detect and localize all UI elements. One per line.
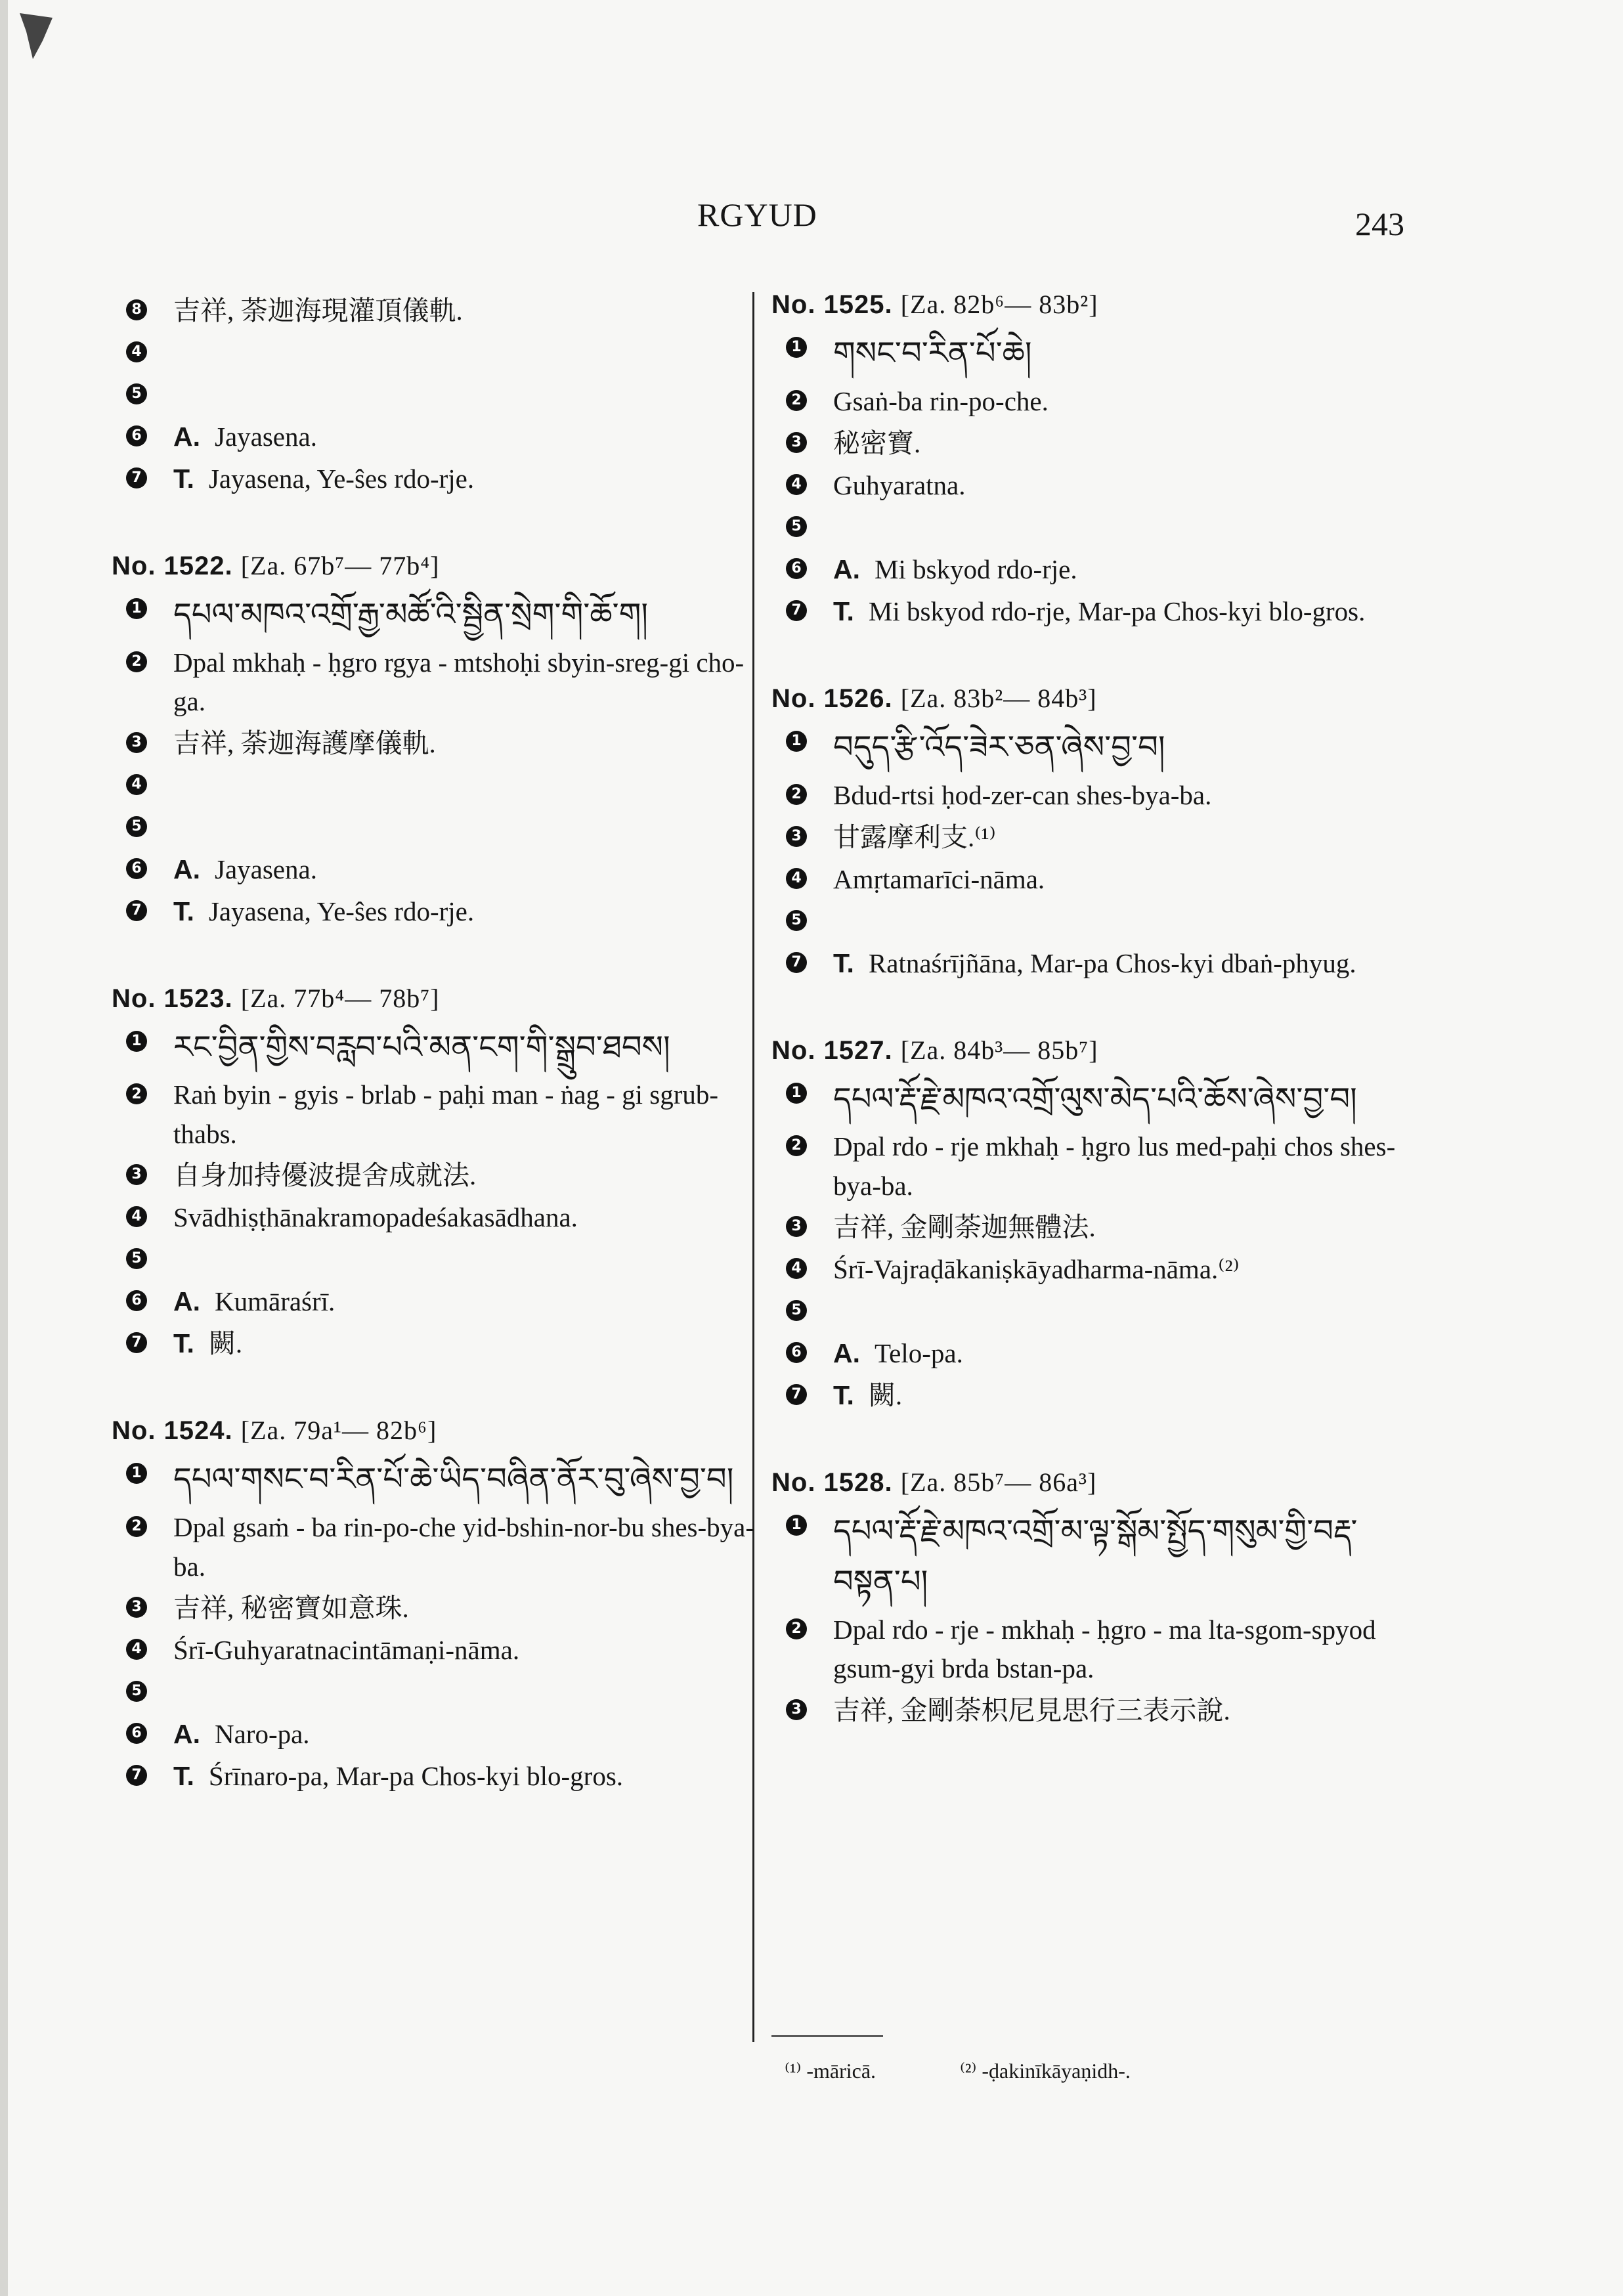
catalog-entry <box>771 1035 1415 1416</box>
field-number-badge: 2 <box>126 1083 147 1104</box>
right-column <box>771 289 1415 1782</box>
field-label: T. <box>833 947 854 978</box>
tibetan-title <box>833 329 1415 379</box>
field-number-badge: 3 <box>786 1699 807 1720</box>
field-label: A. <box>833 553 860 584</box>
field-row <box>771 1334 1415 1374</box>
catalog-entry <box>771 289 1415 632</box>
field-number-badge: 3 <box>126 732 147 753</box>
folio-reference: [Za. 67b⁷— 77b⁴] <box>240 551 440 580</box>
field-number-badge: 1 <box>786 337 807 358</box>
field-label: A. <box>173 1286 200 1317</box>
field-row <box>112 1631 755 1670</box>
field-text <box>833 1334 1415 1373</box>
folio-reference: [Za. 85b⁷— 86a³] <box>900 1467 1097 1498</box>
field-label: A. <box>173 1719 200 1750</box>
field-value: Dpal rdo - rje - mkhaḥ - ḥgro - ma lta-sgom-spyod gsum-gyi brda bstan-pa. <box>833 1614 1376 1684</box>
field-number-badge: 6 <box>126 1723 147 1744</box>
field-number-badge: 7 <box>786 952 807 973</box>
field-number-badge: 3 <box>786 432 807 453</box>
entry-number: No. 1526. <box>771 683 893 713</box>
field-text <box>173 1156 755 1195</box>
field-row <box>112 590 755 641</box>
field-number-badge: 2 <box>786 1618 807 1639</box>
field-value: Śrīnaro-pa, Mar-pa Chos-kyi blo-gros. <box>208 1761 624 1792</box>
catalog-entry <box>112 983 755 1364</box>
scan-mark <box>20 13 53 59</box>
field-value: 自身加持優波提舍成就法. <box>173 1160 477 1191</box>
field-text <box>833 1691 1415 1730</box>
field-number-badge: 5 <box>126 1681 147 1702</box>
field-text <box>833 1127 1415 1205</box>
field-value: རང་བྱིན་གྱིས་བརླབ་པའི་མན་ངག་གི་སྒྲུབ་ཐབས། <box>173 1029 670 1065</box>
field-text <box>833 818 1415 857</box>
field-value: Raṅ byin - gyis - brlab - paḥi man - ṅag - gi sgrub-thabs. <box>173 1079 719 1149</box>
field-value: 吉祥, 荼迦海現灌頂儀軌. <box>173 295 463 326</box>
field-row <box>771 382 1415 422</box>
field-value: Jayasena, Ye-ŝes rdo-rje. <box>208 464 475 494</box>
folio-reference: [Za. 82b⁶— 83b²] <box>900 290 1098 319</box>
field-row <box>771 1292 1415 1332</box>
field-value: Śrī-Vajraḍākaniṣkāyadharma-nāma.⁽²⁾ <box>833 1254 1240 1285</box>
field-value: Ratnaśrījñāna, Mar-pa Chos-kyi dbaṅ-phyug. <box>868 947 1356 978</box>
entry-heading <box>112 550 755 581</box>
field-row <box>771 550 1415 590</box>
field-text <box>173 460 755 498</box>
folio-reference: [Za. 84b³— 85b⁷] <box>900 1035 1098 1065</box>
field-number-badge: 1 <box>786 731 807 752</box>
entry-heading <box>771 1035 1415 1066</box>
field-value: Guhyaratna. <box>833 469 966 500</box>
field-row <box>771 1208 1415 1247</box>
field-text <box>173 1508 755 1586</box>
field-row <box>112 376 755 415</box>
field-text <box>173 418 755 456</box>
field-number-badge: 6 <box>126 1290 147 1311</box>
field-value: 吉祥, 金剛荼枳尼見思行三表示說. <box>833 1695 1230 1725</box>
footnote-rule <box>771 2035 883 2037</box>
field-number-badge: 1 <box>126 598 147 619</box>
tibetan-title <box>173 1023 755 1073</box>
field-text <box>173 1715 755 1754</box>
field-row <box>112 418 755 457</box>
field-number-badge: 2 <box>786 784 807 805</box>
field-text <box>173 1198 755 1237</box>
field-label: A. <box>173 422 200 452</box>
entry-number: No. 1528. <box>771 1468 893 1498</box>
field-row <box>112 892 755 932</box>
field-text <box>173 1757 755 1796</box>
field-value: Svādhiṣṭhānakramopadeśakasādhana. <box>173 1202 578 1233</box>
field-number-badge: 3 <box>786 1216 807 1237</box>
field-value: Jayasena, Ye-ŝes rdo-rje. <box>208 896 475 926</box>
field-value: Telo-pa. <box>875 1338 963 1369</box>
field-text <box>833 1376 1415 1415</box>
entry-heading <box>771 289 1415 320</box>
field-label: T. <box>173 896 194 926</box>
field-number-badge: 5 <box>786 1300 807 1321</box>
entry-number: No. 1525. <box>771 290 893 319</box>
field-row <box>771 902 1415 942</box>
folio-reference: [Za. 77b⁴— 78b⁷] <box>240 983 440 1013</box>
field-value: Kumāraśrī. <box>215 1286 335 1317</box>
field-number-badge: 7 <box>126 1332 147 1353</box>
field-value: Dpal rdo - rje mkhaḥ - ḥgro lus med-paḥi chos shes-bya-ba. <box>833 1131 1396 1201</box>
field-text <box>173 1589 755 1628</box>
field-text <box>833 466 1415 505</box>
field-number-badge: 3 <box>786 826 807 847</box>
field-number-badge: 4 <box>126 1639 147 1660</box>
tibetan-title <box>833 1507 1415 1608</box>
field-row <box>771 466 1415 506</box>
field-text <box>833 592 1415 631</box>
field-row <box>112 643 755 722</box>
field-number-badge: 2 <box>126 651 147 672</box>
field-value: 闕. <box>868 1380 903 1411</box>
field-row <box>771 424 1415 464</box>
field-number-badge: 1 <box>786 1083 807 1104</box>
field-label: A. <box>833 1338 860 1369</box>
field-number-badge: 3 <box>126 1597 147 1618</box>
field-value: Dpal gsaṁ - ba rin-po-che yid-bshin-nor-bu shes-bya-ba. <box>173 1512 754 1582</box>
footnotes <box>785 2058 1209 2083</box>
field-row <box>112 1198 755 1238</box>
field-row <box>112 1508 755 1586</box>
field-row <box>112 1673 755 1712</box>
field-value: Jayasena. <box>215 854 317 884</box>
field-row <box>112 460 755 499</box>
field-row <box>771 944 1415 984</box>
field-number-badge: 7 <box>786 600 807 621</box>
field-number-badge: 5 <box>786 910 807 931</box>
field-number-badge: 4 <box>786 1258 807 1279</box>
entry-heading <box>771 1467 1415 1498</box>
field-row <box>771 776 1415 815</box>
footnote: ⁽¹⁾ -māricā. <box>785 2059 876 2083</box>
field-row <box>771 1127 1415 1205</box>
footnote: ⁽²⁾ -ḍakinīkāyaṇidh-. <box>960 2059 1131 2083</box>
field-row <box>112 292 755 331</box>
field-row <box>771 329 1415 379</box>
field-number-badge: 4 <box>786 474 807 495</box>
field-row <box>771 508 1415 548</box>
folio-reference: [Za. 79a¹— 82b⁶] <box>240 1416 437 1446</box>
field-text <box>833 382 1415 421</box>
field-text <box>833 1208 1415 1247</box>
field-text <box>173 850 755 889</box>
field-text <box>173 1631 755 1670</box>
field-value: 秘密寶. <box>833 427 921 458</box>
field-row <box>112 850 755 890</box>
field-value: 吉祥, 荼迦海護摩儀軌. <box>173 727 436 758</box>
field-value: Śrī-Guhyaratnacintāmaṇi-nāma. <box>173 1635 520 1666</box>
field-row <box>771 1507 1415 1608</box>
field-number-badge: 5 <box>126 1248 147 1269</box>
field-label: T. <box>173 1761 194 1792</box>
field-number-badge: 3 <box>126 1164 147 1185</box>
field-row <box>771 723 1415 773</box>
field-text <box>833 1250 1415 1289</box>
field-number-badge: 8 <box>126 299 147 320</box>
entry-number: No. 1527. <box>771 1035 893 1065</box>
field-value: Naro-pa. <box>215 1719 310 1750</box>
field-number-badge: 2 <box>126 1516 147 1537</box>
field-row <box>112 1757 755 1796</box>
field-value: Mi bskyod rdo-rje. <box>875 553 1077 584</box>
field-row <box>112 1324 755 1364</box>
field-value: Gsaṅ-ba rin-po-che. <box>833 385 1049 416</box>
field-text <box>173 892 755 931</box>
field-row <box>112 808 755 848</box>
field-value: 闕. <box>208 1328 243 1359</box>
field-number-badge: 4 <box>126 1206 147 1227</box>
field-number-badge: 6 <box>126 858 147 879</box>
field-number-badge: 5 <box>786 516 807 537</box>
tibetan-title <box>173 1455 755 1505</box>
field-text <box>833 860 1415 899</box>
field-label: A. <box>173 854 200 884</box>
field-text <box>173 643 755 722</box>
field-value: 甘露摩利支.⁽¹⁾ <box>833 821 996 852</box>
catalog-entry <box>771 683 1415 984</box>
field-value: 吉祥, 秘密寶如意珠. <box>173 1593 409 1624</box>
field-number-badge: 6 <box>126 425 147 446</box>
page-number: 243 <box>1355 206 1404 242</box>
field-row <box>112 1589 755 1628</box>
field-text <box>833 944 1415 983</box>
field-row <box>112 1156 755 1196</box>
field-number-badge: 4 <box>126 341 147 362</box>
tibetan-title <box>173 590 755 641</box>
field-row <box>112 1075 755 1154</box>
tibetan-title <box>833 723 1415 773</box>
field-value: དཔལ་མཁའ་འགྲོ་རྒྱ་མཚོ་འི་སྦྱིན་སྲེག་གི་ཆོ་ག། <box>173 597 649 632</box>
field-value: དཔལ་གསང་བ་རིན་པོ་ཆེ་ཡིད་བཞིན་ནོར་བུ་ཞེས་བྱ་བ། <box>173 1462 734 1498</box>
field-row <box>771 1250 1415 1289</box>
field-text <box>833 550 1415 589</box>
field-value: 吉祥, 金剛荼迦無體法. <box>833 1212 1096 1243</box>
entry-number: No. 1522. <box>112 552 233 580</box>
field-value: Dpal mkhaḥ - ḥgro rgya - mtshoḥi sbyin-sreg-gi cho-ga. <box>173 647 745 717</box>
field-number-badge: 1 <box>786 1515 807 1536</box>
field-text <box>173 724 755 763</box>
field-value: བདུད་རྩི་འོད་ཟེར་ཅན་ཞེས་བྱ་བ། <box>833 729 1165 765</box>
field-row <box>771 860 1415 899</box>
field-value: Mi bskyod rdo-rje, Mar-pa Chos-kyi blo-gros. <box>868 596 1366 626</box>
field-number-badge: 5 <box>126 383 147 404</box>
field-row <box>112 1455 755 1505</box>
field-row <box>771 592 1415 632</box>
field-row <box>771 1691 1415 1731</box>
field-number-badge: 7 <box>126 900 147 921</box>
scan-edge <box>0 0 8 2296</box>
field-number-badge: 4 <box>126 774 147 795</box>
entry-number: No. 1524. <box>112 1416 233 1446</box>
entry-heading <box>112 983 755 1014</box>
field-number-badge: 2 <box>786 1135 807 1156</box>
field-text <box>173 1075 755 1154</box>
field-row <box>112 724 755 764</box>
field-value: དཔལ་རྡོ་རྗེ་མཁའ་འགྲོ་མ་ལྟ་སྒོམ་སྤྱོད་གསུམ་གྱི་བརྡ་བསྟན་པ། <box>833 1514 1358 1600</box>
field-text <box>833 424 1415 463</box>
field-label: T. <box>173 464 194 494</box>
field-text <box>833 776 1415 815</box>
field-row <box>112 1715 755 1754</box>
field-number-badge: 1 <box>126 1463 147 1484</box>
catalog-entry <box>112 1415 755 1796</box>
field-value: Bdud-rtsi ḥod-zer-can shes-bya-ba. <box>833 779 1212 810</box>
catalog-entry <box>771 1467 1415 1730</box>
field-row <box>112 766 755 806</box>
field-row <box>771 1075 1415 1125</box>
tibetan-title <box>833 1075 1415 1125</box>
field-label: T. <box>833 596 854 626</box>
entry-heading <box>771 683 1415 714</box>
field-value: གསང་བ་རིན་པོ་ཆེ། <box>833 336 1032 371</box>
field-number-badge: 7 <box>126 1765 147 1786</box>
field-value: Jayasena. <box>215 422 317 452</box>
field-row <box>112 1023 755 1073</box>
continued-entry <box>112 292 755 499</box>
field-label: T. <box>833 1380 854 1411</box>
entry-number: No. 1523. <box>112 984 233 1013</box>
field-value: Amṛtamarīci-nāma. <box>833 863 1045 894</box>
field-number-badge: 6 <box>786 1342 807 1363</box>
field-number-badge: 2 <box>786 390 807 411</box>
field-number-badge: 4 <box>786 868 807 889</box>
catalog-entry <box>112 550 755 932</box>
field-text <box>833 1611 1415 1689</box>
field-text <box>173 1324 755 1363</box>
field-text <box>173 1282 755 1321</box>
field-number-badge: 6 <box>786 558 807 579</box>
field-row <box>112 1282 755 1322</box>
field-row <box>771 818 1415 857</box>
running-head: RGYUD <box>697 196 817 233</box>
field-row <box>112 1240 755 1280</box>
field-row <box>771 1611 1415 1689</box>
entry-heading <box>112 1415 755 1446</box>
field-text <box>173 292 755 330</box>
field-row <box>112 334 755 373</box>
field-value: དཔལ་རྡོ་རྗེ་མཁའ་འགྲོ་ལུས་མེད་པའི་ཆོས་ཞེས་བྱ་བ། <box>833 1081 1357 1117</box>
field-number-badge: 7 <box>126 467 147 488</box>
field-number-badge: 1 <box>126 1031 147 1052</box>
folio-reference: [Za. 83b²— 84b³] <box>900 683 1097 713</box>
field-row <box>771 1376 1415 1416</box>
left-column <box>112 289 755 1848</box>
field-number-badge: 7 <box>786 1384 807 1405</box>
field-number-badge: 5 <box>126 816 147 837</box>
field-label: T. <box>173 1328 194 1359</box>
